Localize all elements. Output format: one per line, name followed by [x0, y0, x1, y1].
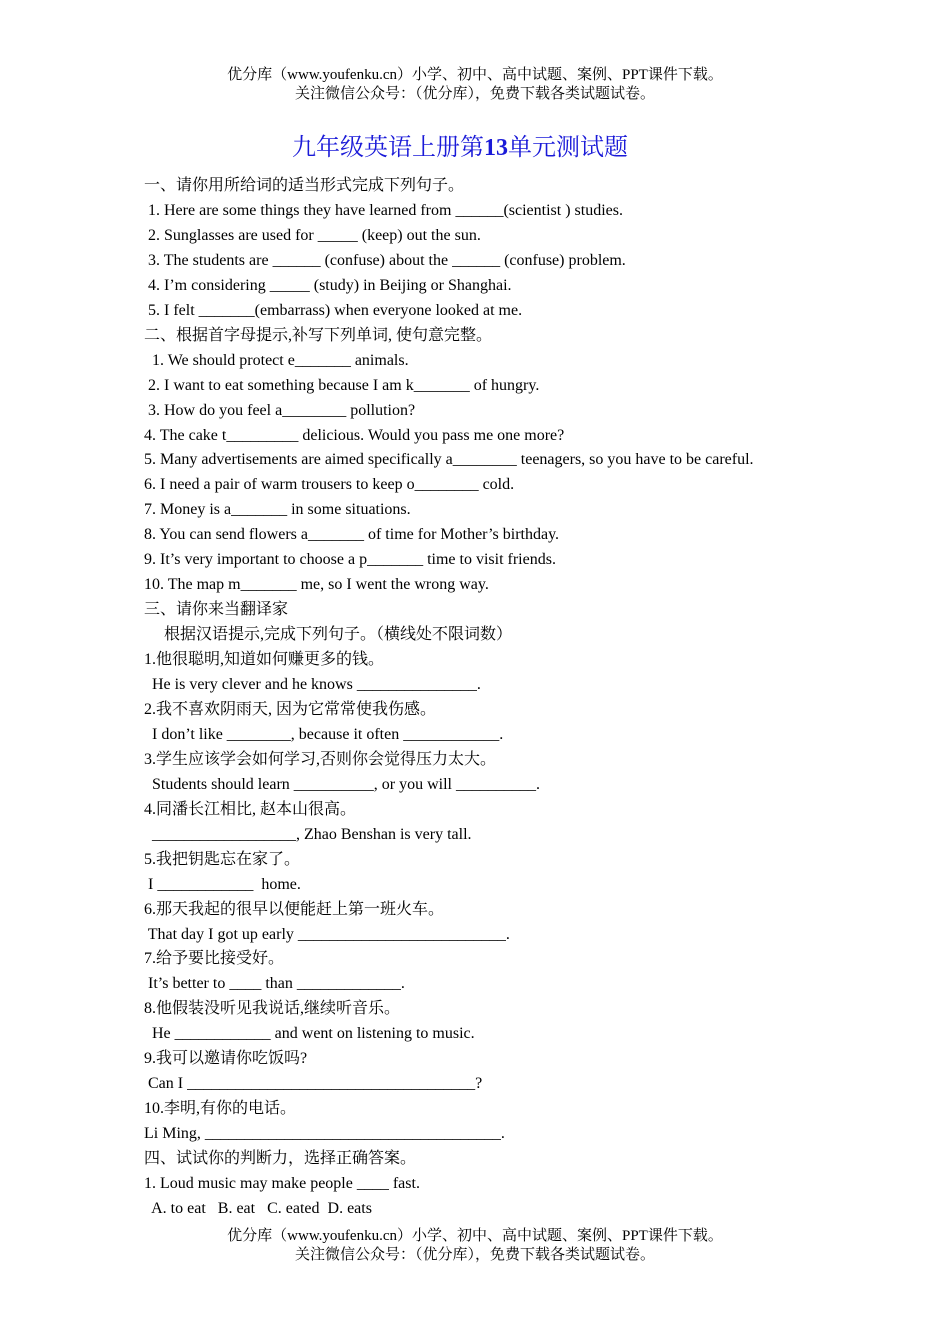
worksheet-line: A. to eat B. eat C. eated D. eats [144, 1200, 372, 1217]
worksheet-line: He ____________ and went on listening to music. [144, 1025, 475, 1042]
worksheet-line: 1. Here are some things they have learned from ______(scientist ) studies. [144, 202, 623, 219]
worksheet-line: That day I got up early __________________________. [144, 926, 510, 943]
worksheet-line: I ____________ home. [144, 876, 301, 893]
worksheet-line: 9. It’s very important to choose a p_______ time to visit friends. [144, 551, 556, 568]
worksheet-line: 4.同潘长江相比, 赵本山很高。 [144, 801, 357, 818]
worksheet-line: Li Ming, _____________________________________. [144, 1125, 505, 1142]
worksheet-line: 7.给予要比接受好。 [144, 950, 285, 967]
worksheet-line: 4. I’m considering _____ (study) in Beijing or Shanghai. [144, 277, 512, 294]
worksheet-line: __________________, Zhao Benshan is very tall. [144, 826, 472, 843]
worksheet-line: 三、请你来当翻译家 [144, 601, 289, 618]
worksheet-line: Can I ____________________________________? [144, 1075, 483, 1092]
header-line-2: 关注微信公众号：（优分库），免费下载各类试题试卷。 [294, 86, 655, 102]
worksheet-line: 8. You can send flowers a_______ of time for Mother’s birthday. [144, 526, 560, 543]
worksheet-line: 3.学生应该学会如何学习,否则你会觉得压力太大。 [144, 751, 497, 768]
worksheet-line: 10. The map m_______ me, so I went the wrong way. [144, 576, 489, 593]
worksheet-line: 根据汉语提示,完成下列句子。（横线处不限词数） [144, 626, 513, 643]
worksheet-line: 5.我把钥匙忘在家了。 [144, 851, 301, 868]
title-text-before: 九年级英语上册第 [292, 135, 484, 161]
worksheet-line: 5. I felt _______(embarrass) when everyone looked at me. [144, 302, 523, 319]
worksheet-line: 二、根据首字母提示,补写下列单词, 使句意完整。 [144, 327, 493, 344]
worksheet-line: 4. The cake t_________ delicious. Would you pass me one more? [144, 427, 565, 444]
worksheet-line: 6.那天我起的很早以便能赶上第一班火车。 [144, 901, 445, 918]
footer-line-1: 优分库（www.youfenku.cn）小学、初中、高中试题、案例、PPT课件下载。 [227, 1228, 723, 1244]
worksheet-line: 2. I want to eat something because I am k_______ of hungry. [144, 377, 540, 394]
footer-line-2: 关注微信公众号：（优分库），免费下载各类试题试卷。 [294, 1247, 655, 1263]
worksheet-line: 7. Money is a_______ in some situations. [144, 501, 411, 518]
worksheet-line: I don’t like ________, because it often ____________. [144, 726, 504, 743]
worksheet-line: Students should learn __________, or you will __________. [144, 776, 540, 793]
worksheet-line: 5. Many advertisements are aimed specifically a________ teenagers, so you have to be careful. [144, 451, 754, 468]
title-unit-number: 13 [484, 135, 508, 161]
worksheet-line: 3. The students are ______ (confuse) about the ______ (confuse) problem. [144, 252, 626, 269]
worksheet-line: 1. Loud music may make people ____ fast. [144, 1175, 420, 1192]
worksheet-line: 1.他很聪明,知道如何赚更多的钱。 [144, 651, 385, 668]
page-title [0, 131, 920, 165]
worksheet-line: 2.我不喜欢阴雨天, 因为它常常使我伤感。 [144, 701, 437, 718]
title-text-after: 单元测试题 [508, 135, 628, 161]
header-line-1: 优分库（www.youfenku.cn）小学、初中、高中试题、案例、PPT课件下载。 [227, 67, 723, 83]
worksheet-line: 9.我可以邀请你吃饭吗? [144, 1050, 308, 1067]
worksheet-line: 8.他假装没听见我说话,继续听音乐。 [144, 1000, 401, 1017]
worksheet-line: 3. How do you feel a________ pollution? [144, 402, 416, 419]
worksheet-line: 1. We should protect e_______ animals. [144, 352, 409, 369]
worksheet-line: 一、请你用所给词的适当形式完成下列句子。 [144, 177, 465, 194]
worksheet-line: 2. Sunglasses are used for _____ (keep) out the sun. [144, 227, 481, 244]
worksheet-line: 四、试试你的判断力，选择正确答案。 [144, 1150, 417, 1167]
worksheet-line: 10.李明,有你的电话。 [144, 1100, 297, 1117]
worksheet-line: It’s better to ____ than _____________. [144, 975, 405, 992]
worksheet-line: 6. I need a pair of warm trousers to keep o________ cold. [144, 476, 515, 493]
worksheet-line: He is very clever and he knows _______________. [144, 676, 481, 693]
